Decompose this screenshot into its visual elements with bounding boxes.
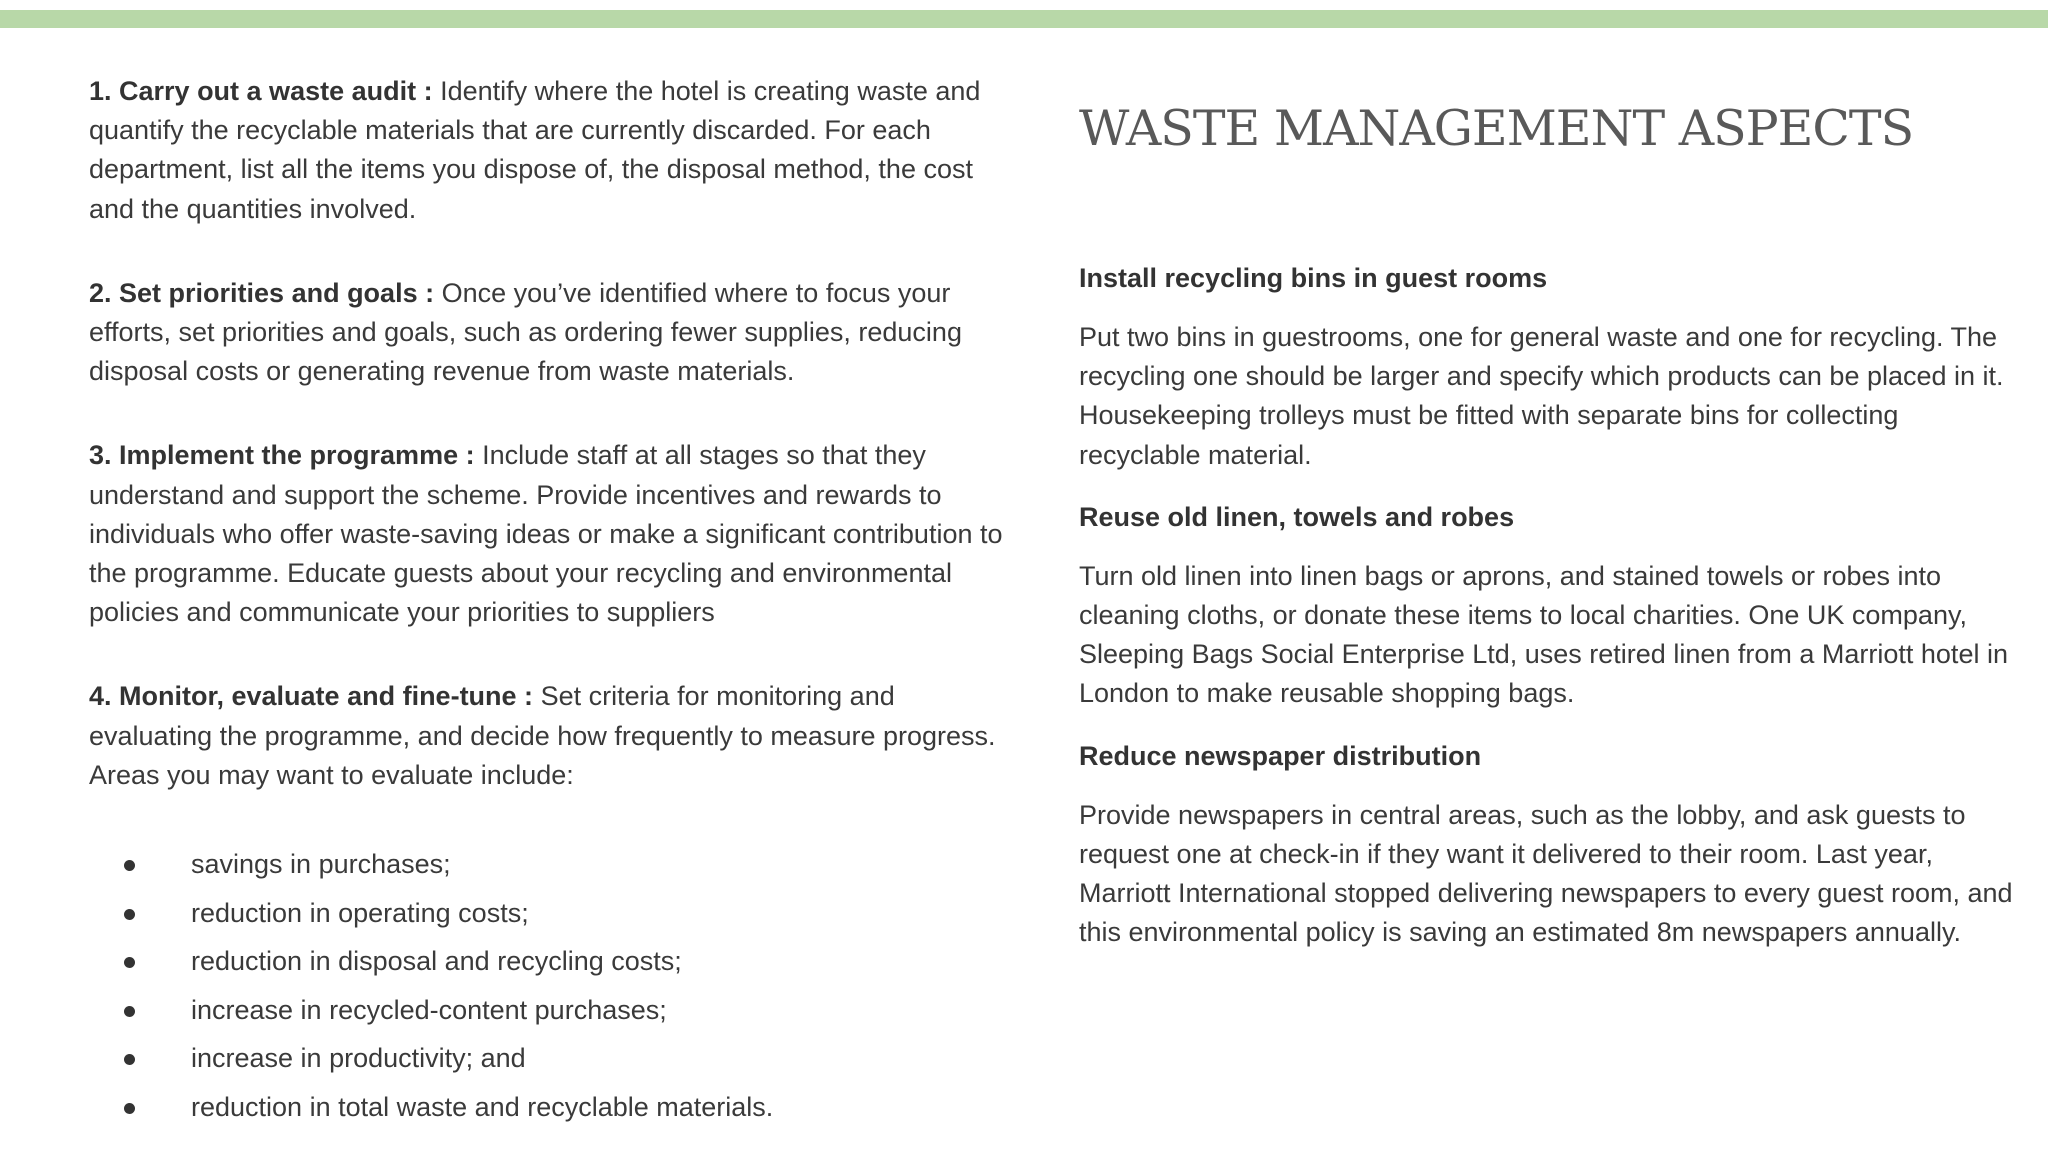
step-text: Set criteria for monitoring and evaluating the programme, and decide how frequently to measure progress. Areas you may want to evaluate include: <box>89 681 996 790</box>
bullet-icon <box>124 860 135 871</box>
list-item <box>89 986 1009 1035</box>
bullet-icon <box>124 1103 135 1114</box>
step-heading: 3. Implement the programme : <box>89 440 475 471</box>
step-priorities <box>89 274 1009 392</box>
list-item <box>89 1083 1009 1132</box>
step-text: Include staff at all stages so that they understand and support the scheme. Provide incentives and rewards to individuals who offer waste-saving ideas or make a significant contribution to the programme. Educate guests about your recycling and environmental policies and communicate your priorities to suppliers <box>89 440 1003 628</box>
section-newspaper <box>1079 736 2019 953</box>
list-item-text: reduction in operating costs; <box>191 897 529 928</box>
bullet-icon <box>124 1054 135 1065</box>
list-item-text: reduction in total waste and recyclable materials. <box>191 1092 774 1123</box>
list-item <box>89 937 1009 986</box>
aspects-sections <box>1079 258 2019 974</box>
top-accent-bar <box>0 10 2048 28</box>
bullet-icon <box>124 957 135 968</box>
list-item <box>89 889 1009 938</box>
list-item-text: increase in productivity; and <box>191 1043 526 1074</box>
list-item-text: reduction in disposal and recycling costs; <box>191 946 682 977</box>
list-item <box>89 840 1009 889</box>
list-item-text: increase in recycled-content purchases; <box>191 994 667 1025</box>
section-body: Turn old linen into linen bags or aprons, and stained towels or robes into cleaning cloths, or donate these items to local charities. One UK company, Sleeping Bags Social Enterprise Ltd, uses retired linen from a Marriott hotel in London to make reusable shopping bags. <box>1079 560 2008 709</box>
section-heading: Install recycling bins in guest rooms <box>1079 263 1548 293</box>
bullet-icon <box>124 909 135 920</box>
section-body: Provide newspapers in central areas, such as the lobby, and ask guests to request one at check-in if they want it delivered to their room. Last year, Marriott International stopped delivering newspapers to every guest room, and this environmental policy is saving an estimated 8m newspapers annually. <box>1079 799 2013 948</box>
section-body: Put two bins in guestrooms, one for general waste and one for recycling. The recycling one should be larger and specify which products can be placed in it. Housekeeping trolleys must be fitted with separate bins for collecting recyclable material. <box>1079 322 2004 470</box>
step-heading: 2. Set priorities and goals : <box>89 277 435 308</box>
evaluation-areas-list <box>89 840 1009 1132</box>
step-text: Once you’ve identified where to focus your efforts, set priorities and goals, such as ordering fewer supplies, reducing disposal costs or generating revenue from waste materials. <box>89 277 962 387</box>
bullet-icon <box>124 1006 135 1017</box>
step-audit <box>89 72 1009 229</box>
section-recycling-bins <box>1079 258 2019 475</box>
left-column <box>89 72 1009 1132</box>
list-item <box>89 1034 1009 1083</box>
section-heading: Reuse old linen, towels and robes <box>1079 501 1515 532</box>
page-title: WASTE MANAGEMENT ASPECTS <box>1079 100 1914 157</box>
step-implement <box>89 436 1009 632</box>
step-text: Identify where the hotel is creating waste and quantify the recyclable materials that are currently discarded. For each department, list all the items you dispose of, the disposal method, the cost and the quantities involved. <box>89 76 981 224</box>
step-monitor <box>89 677 1009 795</box>
step-heading: 4. Monitor, evaluate and fine-tune : <box>89 681 534 712</box>
section-reuse-linen <box>1079 497 2019 714</box>
list-item-text: savings in purchases; <box>191 849 451 880</box>
section-heading: Reduce newspaper distribution <box>1079 740 1482 771</box>
step-heading: 1. Carry out a waste audit : <box>89 76 433 106</box>
